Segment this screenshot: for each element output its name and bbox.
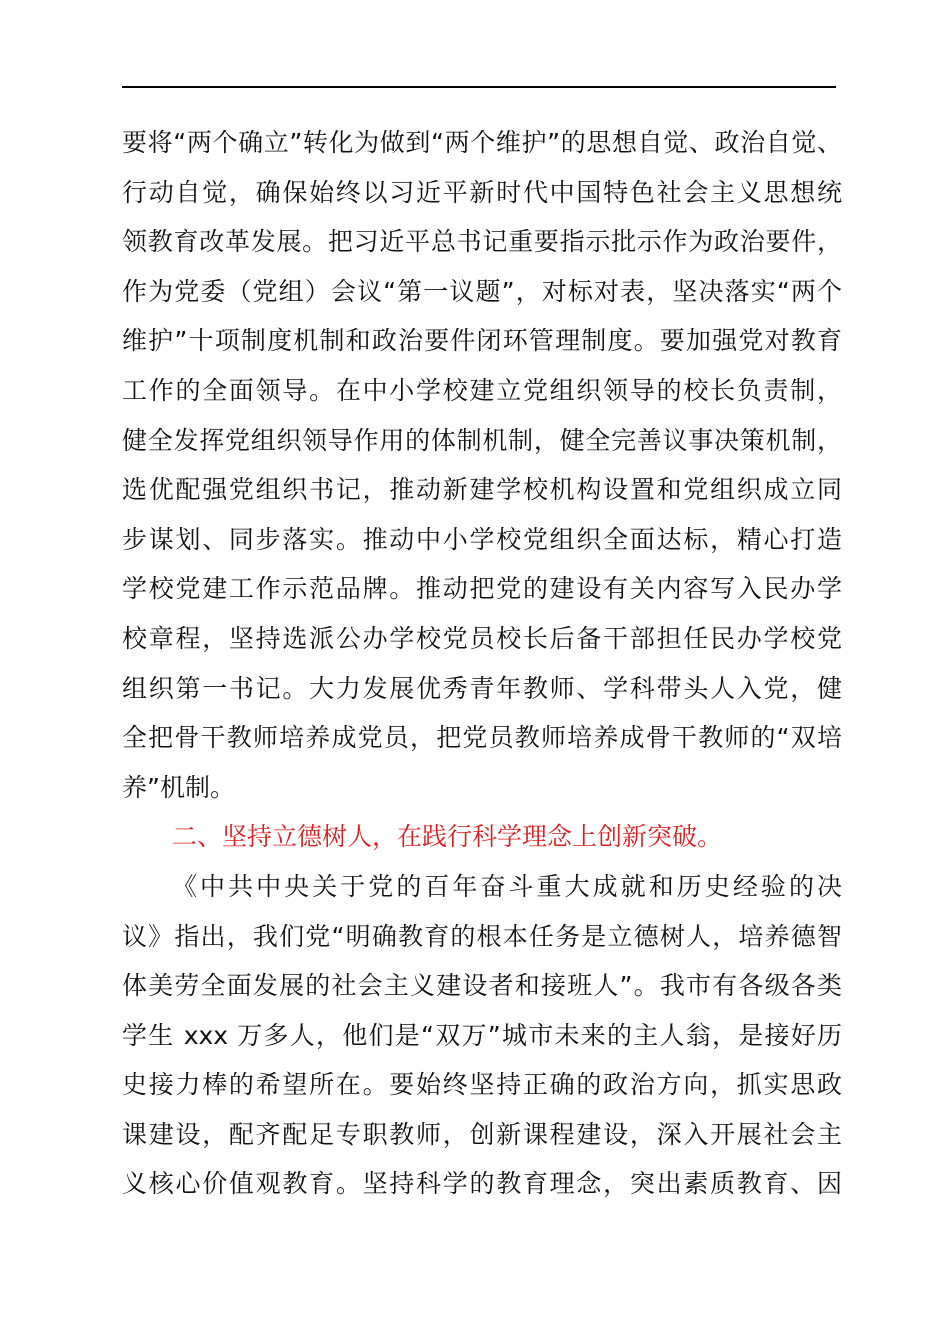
text-line: 议》指出，我们党“明确教育的根本任务是立德树人，培养德智 [122, 921, 842, 951]
text-line: 全把骨干教师培养成党员，把党员教师培养成骨干教师的“双培 [122, 723, 842, 753]
text-line: 义核心价值观教育。坚持科学的教育理念，突出素质教育、因 [122, 1169, 842, 1199]
text-line: 体美劳全面发展的社会主义建设者和接班人”。我市有各级各类 [122, 971, 842, 1001]
text-line: 步谋划、同步落实。推动中小学校党组织全面达标，精心打造 [122, 524, 842, 554]
text-line: 维护”十项制度机制和政治要件闭环管理制度。要加强党对教育 [122, 326, 842, 356]
text-line: 学校党建工作示范品牌。推动把党的建设有关内容写入民办学 [122, 574, 842, 604]
text-line: 工作的全面领导。在中小学校建立党组织领导的校长负责制， [122, 375, 842, 405]
text-line: 组织第一书记。大力发展优秀青年教师、学科带头人入党，健 [122, 673, 842, 703]
header-rule [122, 86, 836, 88]
text-line: 养”机制。 [122, 772, 235, 802]
text-line: 行动自觉，确保始终以习近平新时代中国特色社会主义思想统 [122, 177, 842, 207]
text-line: 领教育改革发展。把习近平总书记重要指示批示作为政治要件， [122, 227, 842, 257]
text-line: 《中共中央关于党的百年奋斗重大成就和历史经验的决 [172, 871, 842, 901]
text-line: 作为党委（党组）会议“第一议题”，对标对表，坚决落实“两个 [122, 276, 842, 306]
paragraph-2 [122, 862, 842, 1209]
text-line: 学生 xxx 万多人，他们是“双万”城市未来的主人翁，是接好历 [122, 1020, 842, 1050]
document-body [122, 118, 842, 1209]
paragraph-1 [122, 118, 842, 812]
text-line: 健全发挥党组织领导作用的体制机制，健全完善议事决策机制， [122, 425, 842, 455]
text-line: 史接力棒的希望所在。要始终坚持正确的政治方向，抓实思政 [122, 1070, 842, 1100]
text-line: 课建设，配齐配足专职教师，创新课程建设，深入开展社会主 [122, 1119, 842, 1149]
text-line: 选优配强党组织书记，推动新建学校机构设置和党组织成立同 [122, 475, 842, 505]
section-heading: 二、坚持立德树人，在践行科学理念上创新突破。 [172, 822, 723, 852]
text-line: 校章程，坚持选派公办学校党员校长后备干部担任民办学校党 [122, 623, 842, 653]
text-line: 要将“两个确立”转化为做到“两个维护”的思想自觉、政治自觉、 [122, 128, 842, 157]
